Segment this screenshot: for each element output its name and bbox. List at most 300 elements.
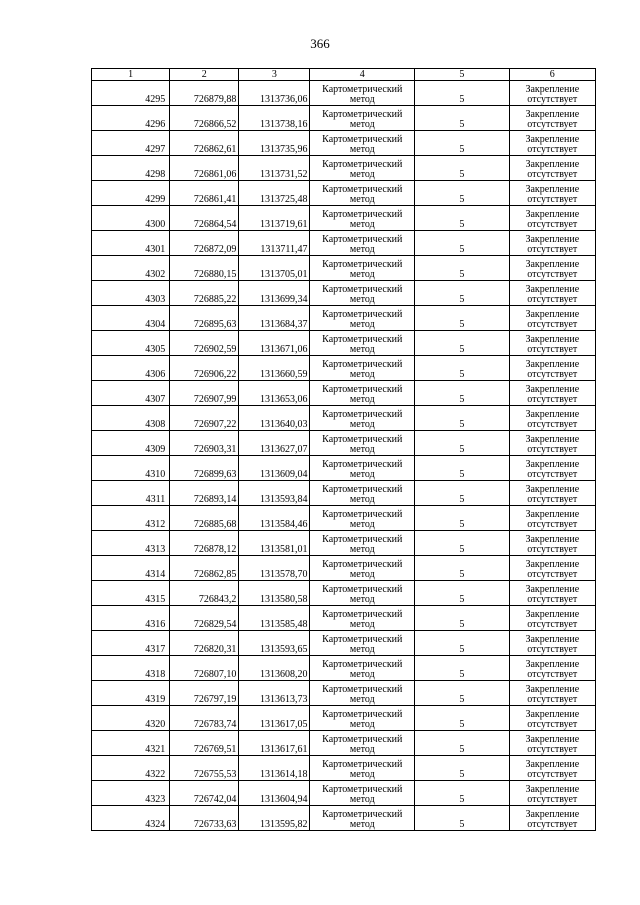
- fixing-cell: [509, 231, 595, 256]
- x-coordinate-cell: 726783,74: [170, 706, 239, 731]
- x-coordinate-cell: 726902,59: [170, 331, 239, 356]
- point-number-cell: 4305: [92, 331, 170, 356]
- fixing-line-1: Закрепление: [525, 159, 580, 170]
- method-line-1: Картометрический: [322, 309, 403, 320]
- table-row: [92, 431, 596, 456]
- x-coordinate-cell: 726862,85: [170, 556, 239, 581]
- method-line-2: метод: [349, 169, 375, 180]
- method-line-1: Картометрический: [322, 159, 403, 170]
- point-number-cell: 4308: [92, 406, 170, 431]
- point-number-cell: 4295: [92, 81, 170, 106]
- table-row: [92, 781, 596, 806]
- method-cell: [310, 406, 415, 431]
- x-coordinate-cell: 726820,31: [170, 631, 239, 656]
- method-cell: [310, 781, 415, 806]
- x-coordinate-cell: 726879,88: [170, 81, 239, 106]
- method-line-2: метод: [349, 744, 375, 755]
- fixing-line-1: Закрепление: [525, 284, 580, 295]
- fixing-line-2: отсутствует: [527, 694, 578, 705]
- point-number-cell: 4319: [92, 681, 170, 706]
- y-coordinate-cell: 1313609,04: [239, 456, 310, 481]
- fixing-cell: [509, 106, 595, 131]
- point-number-cell: 4297: [92, 131, 170, 156]
- fixing-line-1: Закрепление: [525, 359, 580, 370]
- fixing-line-2: отсутствует: [527, 319, 578, 330]
- point-number-cell: 4321: [92, 731, 170, 756]
- fixing-line-2: отсутствует: [527, 494, 578, 505]
- method-line-2: метод: [349, 769, 375, 780]
- fixing-line-1: Закрепление: [525, 384, 580, 395]
- x-coordinate-cell: 726895,63: [170, 306, 239, 331]
- method-cell: [310, 606, 415, 631]
- y-coordinate-cell: 1313580,58: [239, 581, 310, 606]
- x-coordinate-cell: 726903,31: [170, 431, 239, 456]
- accuracy-cell: 5: [415, 156, 510, 181]
- accuracy-cell: 5: [415, 331, 510, 356]
- y-coordinate-cell: 1313671,06: [239, 331, 310, 356]
- x-coordinate-cell: 726861,41: [170, 181, 239, 206]
- table-row: [92, 156, 596, 181]
- point-number-cell: 4317: [92, 631, 170, 656]
- fixing-line-1: Закрепление: [525, 109, 580, 120]
- method-cell: [310, 256, 415, 281]
- point-number-cell: 4324: [92, 806, 170, 831]
- method-line-1: Картометрический: [322, 434, 403, 445]
- method-line-1: Картометрический: [322, 209, 403, 220]
- x-coordinate-cell: 726864,54: [170, 206, 239, 231]
- table-row: [92, 256, 596, 281]
- fixing-line-2: отсутствует: [527, 144, 578, 155]
- table-row: [92, 706, 596, 731]
- fixing-line-1: Закрепление: [525, 609, 580, 620]
- method-line-1: Картометрический: [322, 459, 403, 470]
- method-line-1: Картометрический: [322, 334, 403, 345]
- table-row: [92, 631, 596, 656]
- method-cell: [310, 806, 415, 831]
- fixing-cell: [509, 181, 595, 206]
- fixing-line-1: Закрепление: [525, 559, 580, 570]
- accuracy-cell: 5: [415, 606, 510, 631]
- method-line-2: метод: [349, 819, 375, 830]
- method-cell: [310, 281, 415, 306]
- point-number-cell: 4318: [92, 656, 170, 681]
- fixing-line-2: отсутствует: [527, 269, 578, 280]
- table-row: [92, 731, 596, 756]
- method-cell: [310, 206, 415, 231]
- column-header-1: 1: [92, 69, 170, 81]
- fixing-line-2: отсутствует: [527, 419, 578, 430]
- fixing-line-1: Закрепление: [525, 84, 580, 95]
- method-line-1: Картометрический: [322, 684, 403, 695]
- method-cell: [310, 181, 415, 206]
- y-coordinate-cell: 1313705,01: [239, 256, 310, 281]
- method-cell: [310, 481, 415, 506]
- fixing-line-2: отсутствует: [527, 194, 578, 205]
- x-coordinate-cell: 726880,15: [170, 256, 239, 281]
- y-coordinate-cell: 1313593,65: [239, 631, 310, 656]
- fixing-cell: [509, 556, 595, 581]
- fixing-line-2: отсутствует: [527, 669, 578, 680]
- fixing-cell: [509, 506, 595, 531]
- point-number-cell: 4322: [92, 756, 170, 781]
- fixing-line-2: отсутствует: [527, 569, 578, 580]
- method-line-2: метод: [349, 594, 375, 605]
- fixing-cell: [509, 406, 595, 431]
- table-row: [92, 556, 596, 581]
- method-line-2: метод: [349, 294, 375, 305]
- fixing-line-1: Закрепление: [525, 259, 580, 270]
- method-cell: [310, 706, 415, 731]
- table-row: [92, 656, 596, 681]
- y-coordinate-cell: 1313614,18: [239, 756, 310, 781]
- method-line-2: метод: [349, 494, 375, 505]
- point-number-cell: 4323: [92, 781, 170, 806]
- accuracy-cell: 5: [415, 681, 510, 706]
- fixing-line-1: Закрепление: [525, 659, 580, 670]
- fixing-cell: [509, 431, 595, 456]
- fixing-line-1: Закрепление: [525, 709, 580, 720]
- y-coordinate-cell: 1313595,82: [239, 806, 310, 831]
- point-number-cell: 4307: [92, 381, 170, 406]
- y-coordinate-cell: 1313578,70: [239, 556, 310, 581]
- table-row: [92, 231, 596, 256]
- method-line-1: Картометрический: [322, 734, 403, 745]
- accuracy-cell: 5: [415, 306, 510, 331]
- accuracy-cell: 5: [415, 106, 510, 131]
- method-cell: [310, 556, 415, 581]
- table-row: [92, 331, 596, 356]
- fixing-line-2: отсутствует: [527, 369, 578, 380]
- fixing-cell: [509, 356, 595, 381]
- x-coordinate-cell: 726906,22: [170, 356, 239, 381]
- method-line-1: Картометрический: [322, 584, 403, 595]
- table-row: [92, 356, 596, 381]
- method-line-1: Картометрический: [322, 384, 403, 395]
- accuracy-cell: 5: [415, 656, 510, 681]
- point-number-cell: 4304: [92, 306, 170, 331]
- method-line-2: метод: [349, 219, 375, 230]
- method-cell: [310, 581, 415, 606]
- method-line-2: метод: [349, 444, 375, 455]
- fixing-line-2: отсутствует: [527, 619, 578, 630]
- table-row: [92, 531, 596, 556]
- method-line-2: метод: [349, 469, 375, 480]
- point-number-cell: 4296: [92, 106, 170, 131]
- fixing-line-1: Закрепление: [525, 759, 580, 770]
- table-row: [92, 806, 596, 831]
- fixing-line-1: Закрепление: [525, 634, 580, 645]
- point-number-cell: 4306: [92, 356, 170, 381]
- fixing-line-2: отсутствует: [527, 594, 578, 605]
- method-cell: [310, 131, 415, 156]
- accuracy-cell: 5: [415, 206, 510, 231]
- y-coordinate-cell: 1313731,52: [239, 156, 310, 181]
- accuracy-cell: 5: [415, 531, 510, 556]
- table-row: [92, 381, 596, 406]
- fixing-cell: [509, 81, 595, 106]
- method-line-2: метод: [349, 669, 375, 680]
- fixing-cell: [509, 681, 595, 706]
- x-coordinate-cell: 726733,63: [170, 806, 239, 831]
- y-coordinate-cell: 1313660,59: [239, 356, 310, 381]
- method-line-1: Картометрический: [322, 484, 403, 495]
- accuracy-cell: 5: [415, 181, 510, 206]
- accuracy-cell: 5: [415, 581, 510, 606]
- fixing-line-1: Закрепление: [525, 184, 580, 195]
- table-row: [92, 131, 596, 156]
- y-coordinate-cell: 1313585,48: [239, 606, 310, 631]
- accuracy-cell: 5: [415, 756, 510, 781]
- y-coordinate-cell: 1313735,96: [239, 131, 310, 156]
- x-coordinate-cell: 726907,99: [170, 381, 239, 406]
- table-row: [92, 606, 596, 631]
- point-number-cell: 4300: [92, 206, 170, 231]
- y-coordinate-cell: 1313593,84: [239, 481, 310, 506]
- x-coordinate-cell: 726843,2: [170, 581, 239, 606]
- table-row: [92, 206, 596, 231]
- method-line-1: Картометрический: [322, 284, 403, 295]
- y-coordinate-cell: 1313719,61: [239, 206, 310, 231]
- fixing-line-1: Закрепление: [525, 434, 580, 445]
- fixing-cell: [509, 631, 595, 656]
- accuracy-cell: 5: [415, 556, 510, 581]
- table-row: [92, 756, 596, 781]
- x-coordinate-cell: 726797,19: [170, 681, 239, 706]
- method-line-2: метод: [349, 644, 375, 655]
- method-cell: [310, 431, 415, 456]
- y-coordinate-cell: 1313627,07: [239, 431, 310, 456]
- table-row: [92, 481, 596, 506]
- method-line-2: метод: [349, 269, 375, 280]
- method-line-2: метод: [349, 694, 375, 705]
- fixing-line-2: отсутствует: [527, 219, 578, 230]
- method-line-1: Картометрический: [322, 259, 403, 270]
- method-line-1: Картометрический: [322, 659, 403, 670]
- point-number-cell: 4312: [92, 506, 170, 531]
- method-line-1: Картометрический: [322, 109, 403, 120]
- method-line-1: Картометрический: [322, 409, 403, 420]
- fixing-line-2: отсутствует: [527, 519, 578, 530]
- method-line-2: метод: [349, 369, 375, 380]
- fixing-cell: [509, 656, 595, 681]
- method-line-2: метод: [349, 394, 375, 405]
- table-row: [92, 106, 596, 131]
- accuracy-cell: 5: [415, 231, 510, 256]
- method-cell: [310, 656, 415, 681]
- method-line-1: Картометрический: [322, 559, 403, 570]
- point-number-cell: 4314: [92, 556, 170, 581]
- accuracy-cell: 5: [415, 356, 510, 381]
- accuracy-cell: 5: [415, 506, 510, 531]
- method-line-2: метод: [349, 519, 375, 530]
- table-row: [92, 81, 596, 106]
- fixing-line-2: отсутствует: [527, 294, 578, 305]
- fixing-line-2: отсутствует: [527, 244, 578, 255]
- fixing-line-1: Закрепление: [525, 334, 580, 345]
- method-line-2: метод: [349, 194, 375, 205]
- x-coordinate-cell: 726899,63: [170, 456, 239, 481]
- fixing-line-2: отсутствует: [527, 344, 578, 355]
- fixing-cell: [509, 281, 595, 306]
- fixing-line-2: отсутствует: [527, 819, 578, 830]
- point-number-cell: 4311: [92, 481, 170, 506]
- fixing-line-2: отсутствует: [527, 394, 578, 405]
- fixing-cell: [509, 731, 595, 756]
- point-number-cell: 4315: [92, 581, 170, 606]
- point-number-cell: 4299: [92, 181, 170, 206]
- method-line-2: метод: [349, 419, 375, 430]
- accuracy-cell: 5: [415, 281, 510, 306]
- x-coordinate-cell: 726769,51: [170, 731, 239, 756]
- table-row: [92, 281, 596, 306]
- accuracy-cell: 5: [415, 781, 510, 806]
- point-number-cell: 4313: [92, 531, 170, 556]
- y-coordinate-cell: 1313711,47: [239, 231, 310, 256]
- method-cell: [310, 456, 415, 481]
- y-coordinate-cell: 1313725,48: [239, 181, 310, 206]
- accuracy-cell: 5: [415, 131, 510, 156]
- fixing-line-1: Закрепление: [525, 234, 580, 245]
- method-line-1: Картометрический: [322, 509, 403, 520]
- fixing-line-2: отсутствует: [527, 119, 578, 130]
- table-row: [92, 181, 596, 206]
- fixing-line-1: Закрепление: [525, 534, 580, 545]
- y-coordinate-cell: 1313581,01: [239, 531, 310, 556]
- table-row: [92, 406, 596, 431]
- accuracy-cell: 5: [415, 731, 510, 756]
- method-cell: [310, 506, 415, 531]
- fixing-line-2: отсутствует: [527, 794, 578, 805]
- fixing-line-2: отсутствует: [527, 544, 578, 555]
- y-coordinate-cell: 1313608,20: [239, 656, 310, 681]
- point-number-cell: 4310: [92, 456, 170, 481]
- accuracy-cell: 5: [415, 381, 510, 406]
- fixing-line-2: отсутствует: [527, 169, 578, 180]
- method-line-1: Картометрический: [322, 759, 403, 770]
- accuracy-cell: 5: [415, 806, 510, 831]
- method-cell: [310, 231, 415, 256]
- y-coordinate-cell: 1313738,16: [239, 106, 310, 131]
- accuracy-cell: 5: [415, 631, 510, 656]
- table-row: [92, 456, 596, 481]
- x-coordinate-cell: 726755,53: [170, 756, 239, 781]
- fixing-line-1: Закрепление: [525, 784, 580, 795]
- method-cell: [310, 331, 415, 356]
- method-line-1: Картометрический: [322, 134, 403, 145]
- column-header-3: 3: [239, 69, 310, 81]
- fixing-cell: [509, 606, 595, 631]
- x-coordinate-cell: 726872,09: [170, 231, 239, 256]
- table-row: [92, 306, 596, 331]
- page-number: 366: [310, 36, 330, 51]
- y-coordinate-cell: 1313617,05: [239, 706, 310, 731]
- fixing-line-2: отсутствует: [527, 94, 578, 105]
- column-header-2: 2: [170, 69, 239, 81]
- method-line-2: метод: [349, 344, 375, 355]
- method-line-1: Картометрический: [322, 84, 403, 95]
- x-coordinate-cell: 726742,04: [170, 781, 239, 806]
- fixing-cell: [509, 706, 595, 731]
- x-coordinate-cell: 726878,12: [170, 531, 239, 556]
- fixing-cell: [509, 806, 595, 831]
- x-coordinate-cell: 726861,06: [170, 156, 239, 181]
- accuracy-cell: 5: [415, 706, 510, 731]
- y-coordinate-cell: 1313617,61: [239, 731, 310, 756]
- x-coordinate-cell: 726829,54: [170, 606, 239, 631]
- method-cell: [310, 356, 415, 381]
- fixing-cell: [509, 256, 595, 281]
- accuracy-cell: 5: [415, 256, 510, 281]
- fixing-line-2: отсутствует: [527, 644, 578, 655]
- fixing-line-2: отсутствует: [527, 744, 578, 755]
- y-coordinate-cell: 1313584,46: [239, 506, 310, 531]
- fixing-line-1: Закрепление: [525, 409, 580, 420]
- fixing-cell: [509, 481, 595, 506]
- method-line-1: Картометрический: [322, 234, 403, 245]
- method-cell: [310, 106, 415, 131]
- point-number-cell: 4316: [92, 606, 170, 631]
- fixing-cell: [509, 306, 595, 331]
- method-line-2: метод: [349, 319, 375, 330]
- point-number-cell: 4302: [92, 256, 170, 281]
- fixing-line-1: Закрепление: [525, 584, 580, 595]
- accuracy-cell: 5: [415, 431, 510, 456]
- fixing-cell: [509, 381, 595, 406]
- y-coordinate-cell: 1313653,06: [239, 381, 310, 406]
- table-row: [92, 506, 596, 531]
- column-header-5: 5: [415, 69, 510, 81]
- fixing-line-2: отсутствует: [527, 469, 578, 480]
- fixing-line-2: отсутствует: [527, 719, 578, 730]
- x-coordinate-cell: 726807,10: [170, 656, 239, 681]
- coordinates-table: [91, 68, 596, 831]
- fixing-cell: [509, 781, 595, 806]
- point-number-cell: 4309: [92, 431, 170, 456]
- method-line-2: метод: [349, 94, 375, 105]
- y-coordinate-cell: 1313684,37: [239, 306, 310, 331]
- header-row: [92, 69, 596, 81]
- x-coordinate-cell: 726862,61: [170, 131, 239, 156]
- method-cell: [310, 381, 415, 406]
- method-line-1: Картометрический: [322, 709, 403, 720]
- y-coordinate-cell: 1313736,06: [239, 81, 310, 106]
- method-cell: [310, 156, 415, 181]
- fixing-line-1: Закрепление: [525, 684, 580, 695]
- table-row: [92, 681, 596, 706]
- x-coordinate-cell: 726885,68: [170, 506, 239, 531]
- method-cell: [310, 81, 415, 106]
- method-line-1: Картометрический: [322, 634, 403, 645]
- point-number-cell: 4303: [92, 281, 170, 306]
- method-cell: [310, 731, 415, 756]
- fixing-cell: [509, 531, 595, 556]
- accuracy-cell: 5: [415, 481, 510, 506]
- method-cell: [310, 631, 415, 656]
- fixing-cell: [509, 156, 595, 181]
- method-line-1: Картометрический: [322, 534, 403, 545]
- y-coordinate-cell: 1313640,03: [239, 406, 310, 431]
- method-line-2: метод: [349, 119, 375, 130]
- fixing-cell: [509, 331, 595, 356]
- fixing-line-1: Закрепление: [525, 459, 580, 470]
- method-line-1: Картометрический: [322, 809, 403, 820]
- fixing-line-1: Закрепление: [525, 734, 580, 745]
- x-coordinate-cell: 726885,22: [170, 281, 239, 306]
- fixing-cell: [509, 456, 595, 481]
- fixing-line-1: Закрепление: [525, 509, 580, 520]
- fixing-cell: [509, 131, 595, 156]
- method-cell: [310, 306, 415, 331]
